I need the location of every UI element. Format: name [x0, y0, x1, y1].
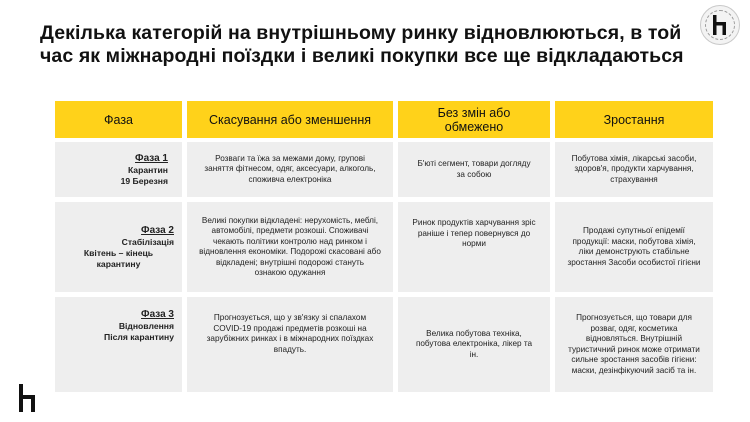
- phase-name: Фаза 3: [141, 309, 174, 320]
- header-nochange: Без змін або обмежено: [398, 101, 550, 138]
- phase-cell: [55, 142, 182, 197]
- nochange-cell: Велика побутова техніка, побутова електроніка, лікер та ін.: [398, 297, 550, 392]
- growth-cell: Побутова хімія, лікарські засоби, здоров'я, продукти харчування, страхування: [555, 142, 713, 197]
- header-growth: Зростання: [555, 101, 713, 138]
- growth-cell: Продажі супутньої епідемії продукції: маски, побутова хімія, ліки демонструють стабільне зростання Засоби особистої гігієни: [555, 202, 713, 292]
- phase-cell: [55, 297, 182, 392]
- phase-name: Фаза 2: [141, 224, 174, 236]
- brand-logo: [700, 5, 740, 45]
- phase-stage: Стабілізація: [121, 236, 174, 247]
- h-logo-icon: [712, 15, 728, 35]
- phase-period: 19 Березня: [120, 175, 168, 186]
- decrease-cell: Прогнозується, що у зв'язку зі спалахом COVID-19 продажі предметів розкоші на зарубіжних ринках і в міжнародних поїздках впадуть.: [187, 297, 393, 392]
- nochange-cell: Ринок продуктів харчування зріс раніше і тепер повернувся до норми: [398, 202, 550, 292]
- phase-stage: Карантин: [127, 164, 168, 175]
- header-phase: Фаза: [55, 101, 182, 138]
- decrease-cell: Розваги та їжа за межами дому, групові заняття фітнесом, одяг, аксесуари, алкоголь, споживча електроніка: [187, 142, 393, 197]
- decrease-cell: Великі покупки відкладені: нерухомість, меблі, автомобілі, предмети розкоші. Споживачі чекають політики контролю над ринком і відновлення економіки. Подорожі скасовані або відкладені; внутрішні подорожі стануть ознакою одужання: [187, 202, 393, 292]
- phase-period: Квітень – кінець карантину: [83, 247, 154, 269]
- nochange-cell: Б'юті сегмент, товари догляду за собою: [398, 142, 550, 197]
- page-title: Декілька категорій на внутрішньому ринку відновлюються, в той час як міжнародні поїздки і великі покупки все ще відкладаються: [40, 22, 684, 67]
- phase-cell: [55, 202, 182, 292]
- header-decrease: Скасування або зменшення: [187, 101, 393, 138]
- phase-stage: Відновлення: [118, 321, 174, 331]
- growth-cell: Прогнозується, що товари для розваг, одяг, косметика відновляться. Внутрішній туристичний ринок може отримати сильне зростання засобів гігієни: маски, дезінфікуючий засіб та ін.: [555, 297, 713, 392]
- phase-period: Після карантину: [104, 332, 174, 342]
- phase-name: Фаза 1: [135, 152, 168, 164]
- h-logo-icon: [19, 384, 37, 417]
